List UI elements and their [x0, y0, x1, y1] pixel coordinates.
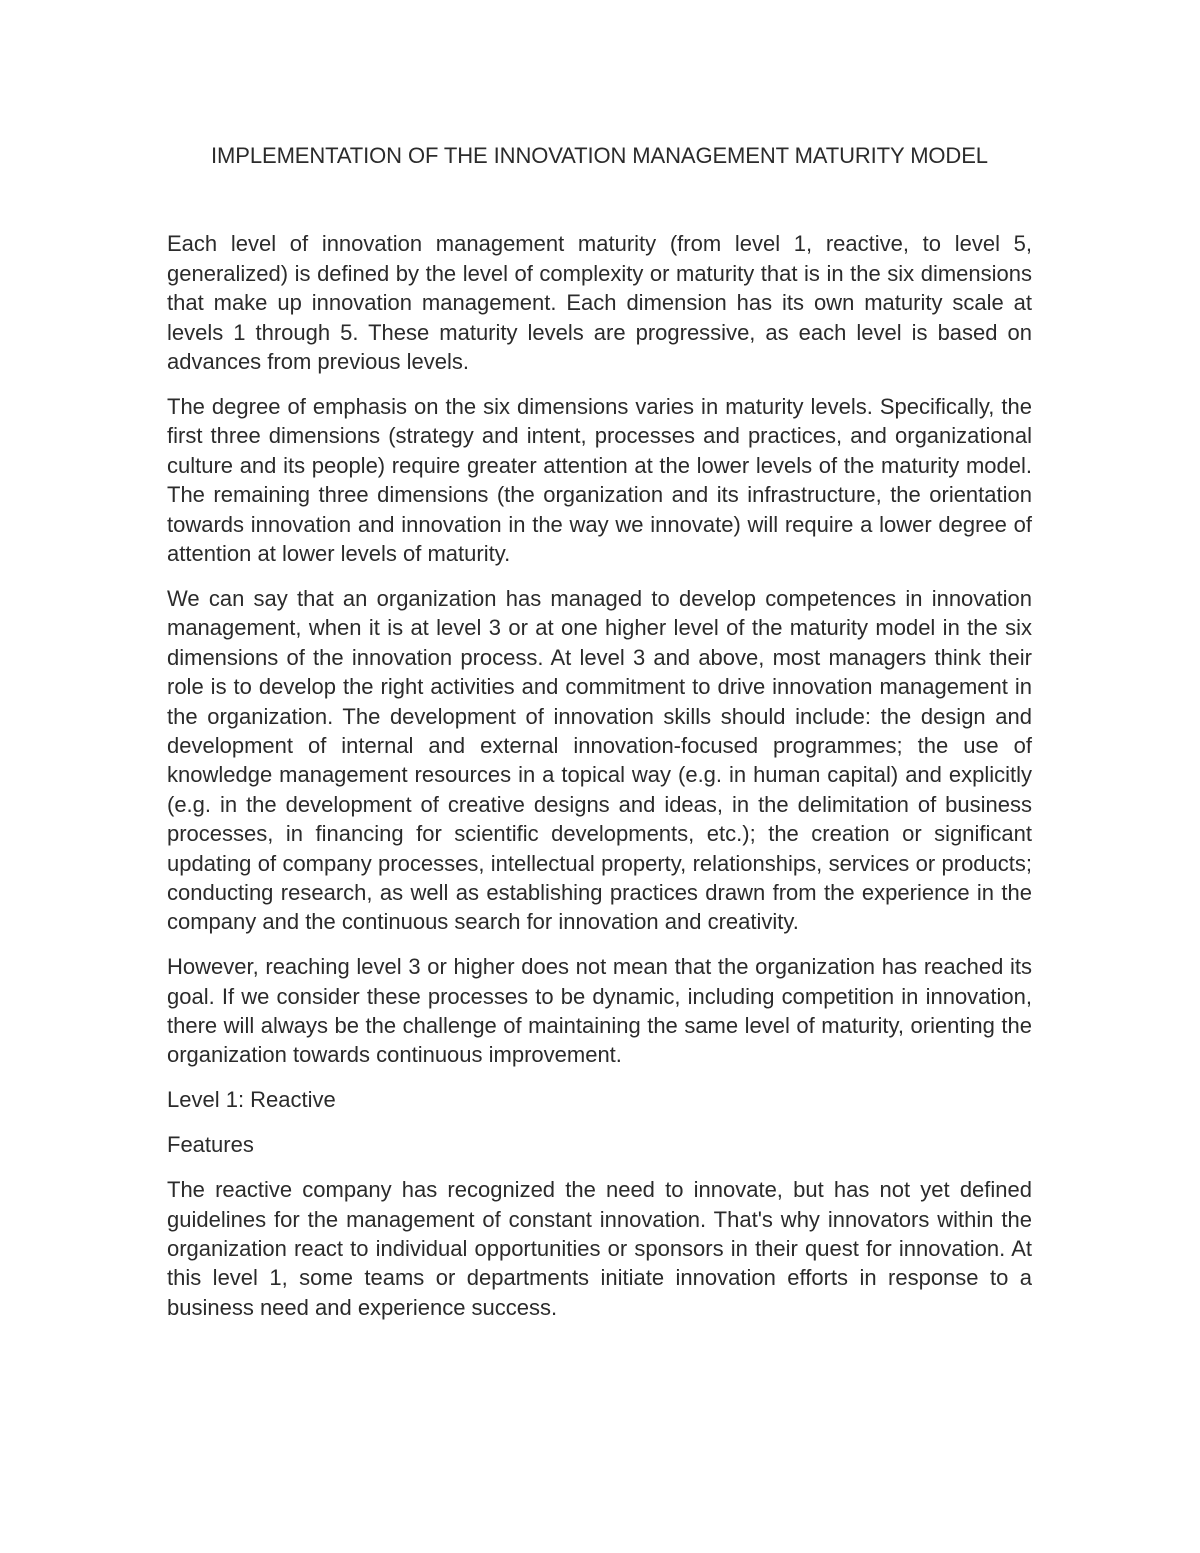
paragraph-maturity-levels: Each level of innovation management maturity (from level 1, reactive, to level 5, generalized) is defined by the level of complexity or maturity that is in the six dimensions that make up innovation management. Each dimension has its own maturity scale at levels 1 through 5. These maturity levels are progressive, as each level is based on advances from previous levels. [167, 231, 1032, 375]
paragraph-emphasis-dimensions: The degree of emphasis on the six dimensions varies in maturity levels. Specifically, the first three dimensions (strategy and intent, processes and practices, and organizational culture and its people) require greater attention at the lower levels of the maturity model. The remaining three dimensions (the organization and its infrastructure, the orientation towards innovation and innovation in the way we innovate) will require a lower degree of attention at lower levels of maturity. [167, 393, 1032, 566]
document-body [167, 141, 1032, 1338]
paragraph-continuous-improvement: However, reaching level 3 or higher does not mean that the organization has reached its goal. If we consider these processes to be dynamic, including competition in innovation, there will always be the challenge of maintaining the same level of maturity, orienting the organization towards continuous improvement. [167, 954, 1032, 1068]
paragraph-competences: We can say that an organization has managed to develop competences in innovation management, when it is at level 3 or at one higher level of the maturity model in the six dimensions of the innovation process. At level 3 and above, most managers think their role is to develop the right activities and commitment to drive innovation management in the organization. The development of innovation skills should include: the design and development of internal and external innovation-focused programmes; the use of knowledge management resources in a topical way (e.g. in human capital) and explicitly (e.g. in the development of creative designs and ideas, in the delimitation of business processes, in financing for scientific developments, etc.); the creation or significant updating of company processes, intellectual property, relationships, services or products; conducting research, as well as establishing practices drawn from the experience in the company and the continuous search for innovation and creativity. [167, 585, 1032, 935]
level-1-heading: Level 1: Reactive [167, 1087, 336, 1113]
features-heading: Features [167, 1132, 254, 1158]
document-title: IMPLEMENTATION OF THE INNOVATION MANAGEMENT MATURITY MODEL [211, 143, 988, 168]
paragraph-reactive-company: The reactive company has recognized the need to innovate, but has not yet defined guidelines for the management of constant innovation. That's why innovators within the organization react to individual opportunities or sponsors in their quest for innovation. At this level 1, some teams or departments initiate innovation efforts in response to a business need and experience success. [167, 1177, 1032, 1320]
